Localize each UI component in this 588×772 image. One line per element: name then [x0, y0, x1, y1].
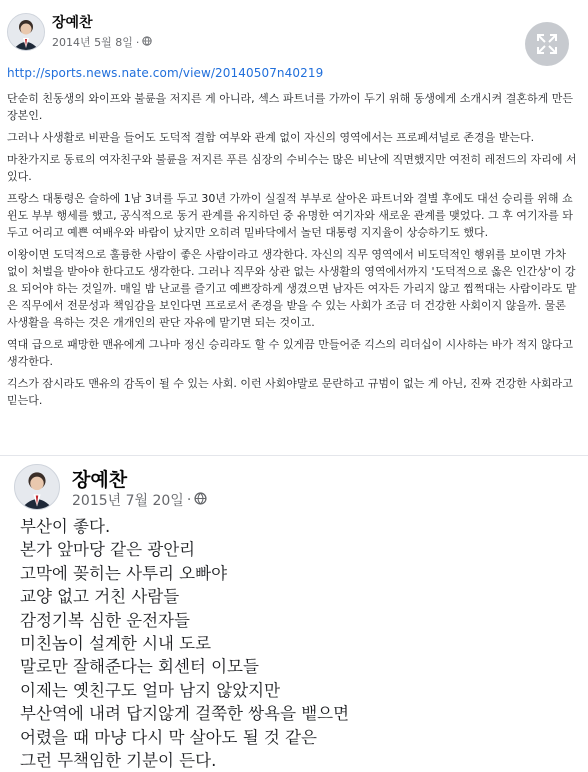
poem-line: 이제는 옛친구도 얼마 남지 않았지만 [20, 680, 281, 700]
poem-line: 그런 무책임한 기분이 든다. [20, 751, 217, 771]
poem-line: 미친놈이 설계한 시내 도로 [20, 634, 212, 654]
poem-line: 본가 앞마당 같은 광안리 [20, 540, 196, 560]
paragraph: 역대 급으로 패망한 맨유에게 그나마 정신 승리라도 할 수 있게끔 만들어준 긱스의 리더십이 시사하는 바가 적지 않다고 생각한다. [7, 338, 573, 368]
post-2015 [0, 455, 588, 771]
globe-icon [142, 36, 152, 49]
paragraph: 이왕이면 도덕적으로 훌륭한 사람이 좋은 사람이라고 생각한다. 자신의 직무 영역에서 비도덕적인 행위를 보이면 가차 없이 처벌을 받아야 한다고도 생각한다. 그러나 직무와 상관 없는 사생활의 영역에서까지 '도덕적으로 옳은 인간상'이 강요 되어야 하는 것일까. 매일 밤 난교를 즐기고 예쁘장하게 생겼으면 남자든 여자든 가리지 않고 찝쩍대는 사람이라도 맡은 직무에서 전문성과 책임감을 보인다면 프로로서 존경을 받을 수 있는 사회가 조금 더 건강한 사회이지 않을까. 물론 사생활을 욕하는 것은 개개인의 판단 자유에 맡기면 되는 것이고. [7, 248, 577, 329]
paragraph: 긱스가 잠시라도 맨유의 감독이 될 수 있는 사회. 이런 사회야말로 문란하고 규범이 없는 게 아닌, 진짜 건강한 사회라고 믿는다. [7, 377, 573, 407]
author-avatar[interactable] [7, 13, 45, 51]
post-body [20, 515, 580, 772]
poem-line: 교양 없고 거친 사람들 [20, 587, 180, 607]
expand-button[interactable] [525, 22, 569, 66]
post-date[interactable]: 2014년 5월 8일 [52, 36, 133, 49]
poem-line: 어렸을 때 마냥 다시 막 살아도 될 것 같은 [20, 727, 317, 747]
paragraph: 마찬가지로 동료의 여자친구와 불륜을 저지른 푸른 심장의 수비수는 많은 비난에 직면했지만 여전히 레전드의 자리에 서있다. [7, 153, 577, 183]
poem-line: 부산이 좋다. [20, 517, 111, 536]
expand-icon [535, 32, 559, 56]
paragraph: 그러나 사생활로 비판을 들어도 도덕적 결함 여부와 관계 없이 자신의 영역에서는 프로페셔널로 존경을 받는다. [7, 131, 535, 144]
author-avatar[interactable] [14, 464, 60, 510]
post-meta [52, 34, 152, 50]
article-link[interactable]: http://sports.news.nate.com/view/20140507n40219 [7, 66, 324, 80]
meta-separator: · [186, 492, 192, 508]
author-name[interactable]: 장예찬 [52, 15, 93, 31]
poem-line: 말로만 잘해준다는 회센터 이모들 [20, 657, 259, 677]
globe-icon [194, 492, 207, 509]
author-name[interactable]: 장예찬 [72, 469, 128, 491]
post-date[interactable]: 2015년 7월 20일 [72, 493, 184, 509]
paragraph: 프랑스 대통령은 슬하에 1남 3녀를 두고 30년 가까이 실질적 부부로 살아온 파트너와 결별 후에도 대선 승리를 위해 쇼윈도 부부 행세를 했고, 공식적으로 동거 관계를 유지하던 중 유명한 여기자와 새로운 관계를 맺었다. 그 후 여기자를 돠두고 어리고 예쁜 여배우와 바람이 났지만 오히려 밑바닥에서 놀던 대통령 지지율이 상승하기도 했다. [7, 192, 573, 239]
paragraph: 단순히 친동생의 와이프와 불륜을 저지른 게 아니라, 섹스 파트너를 가까이 두기 위해 동생에게 소개시켜 결혼하게 만든 장본인. [7, 92, 573, 122]
post-body [7, 90, 579, 409]
poem-line: 고막에 꽂히는 사투리 오빠야 [20, 563, 228, 583]
meta-separator: · [135, 35, 140, 49]
poem-line: 부산역에 내려 답지않게 걸쭉한 쌍욕을 뱉으면 [20, 704, 350, 724]
post-meta [72, 490, 207, 510]
poem-line: 감정기복 심한 운전자들 [20, 610, 190, 630]
